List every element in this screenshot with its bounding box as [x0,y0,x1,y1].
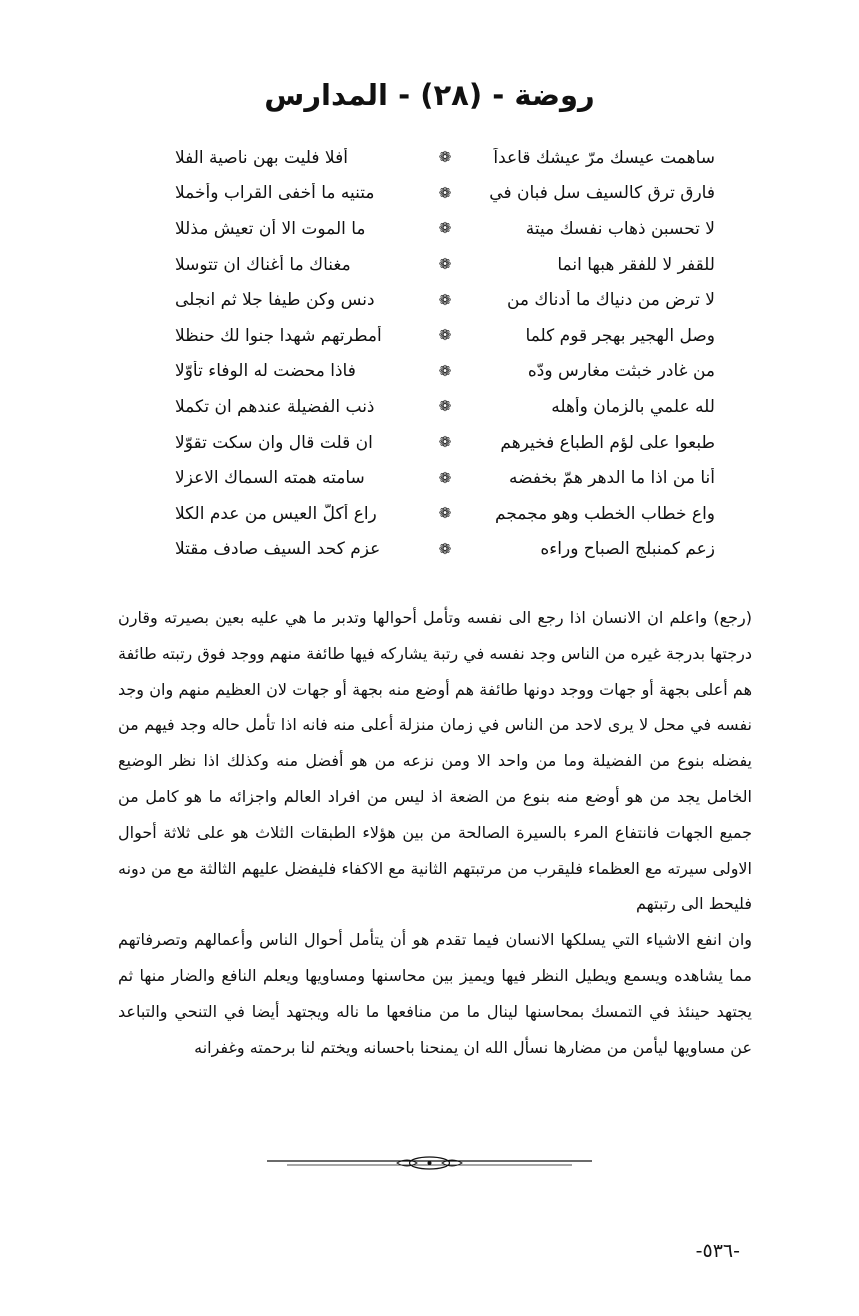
verse-first-hemistich: أنا من اذا ما الدهر همّ بخفضه [508,468,715,489]
paragraph-text: واعلم ان الانسان اذا رجع الى نفسه وتأمل أحوالها وتدبر ما هي عليه بعين بصيرته وقارن درجتها بدرجة غيره من الناس وجد نفسه في رتبة يشاركه فيها طائفة منهم ووجد فوق رتبته طائفة هم أعلى بجهة أو جهات ووجد دونها طائفة هم أوضع منه بجهة أو جهات لان العظيم منهم وان وجد نفسه في محل لا يرى لاحد من الناس في زمان منزلة أعلى منه فانه اذا تأمل حاله وجد فيهم من يفضله بنوع من الفضيلة وما من واحد الا ومن نزعه من هو أفضل منه وكذلك اذا نظر الوضيع الخامل يجد من هو أوضع منه بنوع من الضعة اذ ليس من افراد العالم واجزائه ما هو كامل من جميع الجهات فانتفاع المرء بالسيرة الصالحة من بين هؤلاء الطبقات الثلاث هو على ثلاثة أحوال الاولى سيرته مع العظماء فليقرب من مرتبتهم الثانية مع الاكفاء فليفضل عليهم الثالثة مع من دونه فليحط الى رتبتهم [118,608,752,914]
verse [175,318,715,354]
paragraph [118,600,752,922]
verse-second-hemistich: راع أكلّ العيس من عدم الكلا [175,503,377,524]
verse-second-hemistich: أفلا فليت بهن ناصية الفلا [175,147,348,168]
verse-first-hemistich: من غادر خبثت مغارس ودّه [527,361,715,382]
flower-separator-icon: ❁ [438,183,452,202]
verse [175,532,715,568]
verse-second-hemistich: ان قلت قال وان سكت تقوّلا [175,432,373,453]
verse [175,176,715,212]
verse [175,247,715,283]
page-title: روضة - (٢٨) - المدارس [264,78,595,112]
prose-body [118,600,752,1065]
verse [175,140,715,176]
verse-first-hemistich: لا تحسبن ذهاب نفسك ميتة [525,218,715,239]
verse-second-hemistich: عزم كحد السيف صادف مقتلا [175,539,381,560]
verse-first-hemistich: لا ترض من دنياك ما أدناك من [506,290,715,311]
verse-first-hemistich: واع خطاب الخطب وهو مجمجم [495,503,715,524]
flower-separator-icon: ❁ [438,433,452,452]
verse [175,496,715,532]
verse-first-hemistich: للقفر لا للفقر هبها انما [557,254,715,275]
flower-separator-icon: ❁ [438,504,452,523]
verse-second-hemistich: متنيه ما أخفى القراب وأخملا [175,183,375,204]
page-number: -٥٣٦- [695,1240,740,1262]
verse-first-hemistich: وصل الهجير بهجر قوم كلما [525,325,715,346]
flower-separator-icon: ❁ [438,219,452,238]
verse-first-hemistich: طبعوا على لؤم الطباع فخيرهم [500,432,715,453]
verse-first-hemistich: ساهمت عيسك مرّ عيشك قاعداً [493,147,715,168]
poem [175,140,715,567]
verse-second-hemistich: أمطرتهم شهدا جنوا لك حنظلا [175,325,382,346]
verse-second-hemistich: ذنب الفضيلة عندهم ان تكملا [175,396,375,417]
paragraph: وان انفع الاشياء التي يسلكها الانسان فيما تقدم هو أن يتأمل أحوال الناس وأعمالهم وتصرفاتهم مما يشاهده ويسمع ويطيل النظر فيها ويميز بين محاسنها ومساويها ويعلم النافع والضار منها ثم يجتهد حينئذ في التمسك بمحاسنها لينال ما من منافعها ما ناله ويجتهد أيضا في التنحي والتباعد عن مساويها ليأمن من مضارها نسأل الله ان يمنحنا باحسانه ويختم لنا برحمته وغفرانه [118,930,752,1057]
flower-separator-icon: ❁ [438,326,452,345]
verse-second-hemistich: سامته همته السماك الاعزلا [175,468,365,489]
flower-separator-icon: ❁ [438,148,452,167]
section-marker: (رجع) [713,608,752,627]
flower-separator-icon: ❁ [438,255,452,274]
verse-second-hemistich: دنس وكن طيفا جلا ثم انجلى [175,290,375,311]
verse-first-hemistich: لله علمي بالزمان وأهله [551,396,715,417]
ornamental-divider [267,1155,592,1171]
flower-separator-icon: ❁ [438,539,452,558]
flower-separator-icon: ❁ [438,361,452,380]
verse-first-hemistich: فارق ترق كالسيف سل فبان في [489,183,715,204]
verse [175,389,715,425]
flower-separator-icon: ❁ [438,468,452,487]
flower-separator-icon: ❁ [438,290,452,309]
verse-second-hemistich: مغناك ما أغناك ان تتوسلا [175,254,351,275]
verse [175,211,715,247]
verse [175,282,715,318]
flower-separator-icon: ❁ [438,397,452,416]
verse [175,354,715,390]
verse [175,460,715,496]
verse-second-hemistich: فاذا محضت له الوفاء تأوّلا [175,361,356,382]
verse [175,425,715,461]
verse-second-hemistich: ما الموت الا أن تعيش مذللا [175,218,366,239]
verse-first-hemistich: زعم كمنبلج الصباح وراءه [540,539,715,560]
